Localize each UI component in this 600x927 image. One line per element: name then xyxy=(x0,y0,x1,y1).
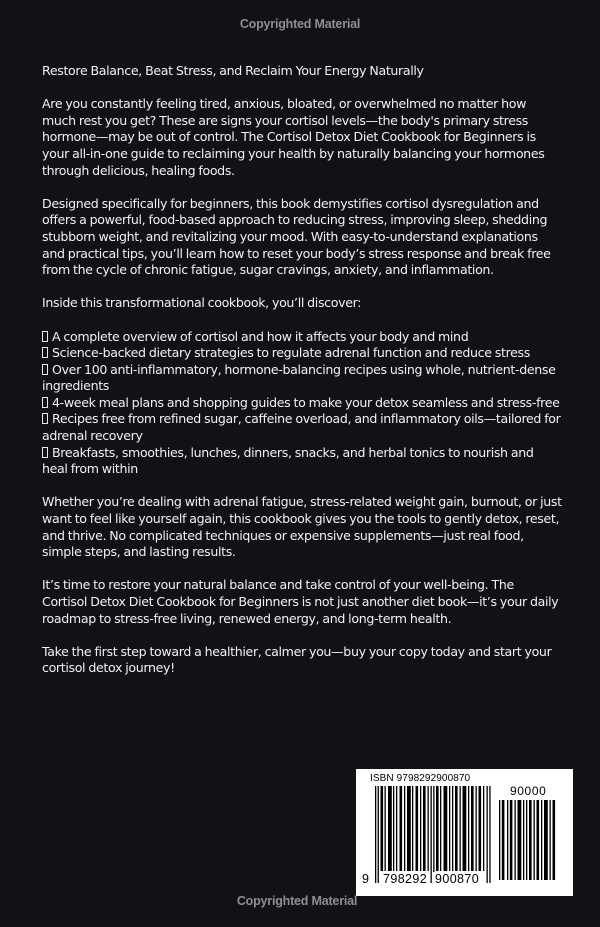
missing-glyph-icon xyxy=(42,397,48,408)
feature-item: A complete overview of cortisol and how it affects your body and mind xyxy=(42,329,562,346)
isbn-barcode xyxy=(356,769,573,896)
addon-barcode-bars-icon xyxy=(499,800,557,880)
missing-glyph-icon xyxy=(42,364,48,375)
missing-glyph-icon xyxy=(42,413,48,424)
intro-paragraph: Are you constantly feeling tired, anxious, bloated, or overwhelmed no matter how much rest you get? These are signs your cortisol levels—the body's primary stress hormone—may be out of control. The Cortisol Detox Diet Cookbook for Beginners is your all-in-one guide to reclaiming your health by naturally balancing your hormones through delicious, healing foods. xyxy=(42,96,545,178)
barcode-bars-icon xyxy=(375,786,491,883)
inside-heading: Inside this transformational cookbook, you’ll discover: xyxy=(42,295,362,311)
back-cover-description xyxy=(42,63,562,694)
feature-item: Breakfasts, smoothies, lunches, dinners, snacks, and herbal tonics to nourish and heal from within xyxy=(42,444,534,477)
call-to-action: Take the first step toward a healthier, calmer you—buy your copy today and start your cortisol detox journey! xyxy=(42,643,552,676)
feature-item: Science-backed dietary strategies to regulate adrenal function and reduce stress xyxy=(42,345,562,362)
time-paragraph: It’s time to restore your natural balance and take control of your well-being. The Cortisol Detox Diet Cookbook for Beginners is not just another diet book—it’s your daily roadmap to stress-free living, renewed energy, and long-term health. xyxy=(42,577,559,626)
feature-list xyxy=(42,329,562,478)
isbn-label: ISBN 9798292900870 xyxy=(370,773,471,784)
isbn-lead-digit: 9 xyxy=(362,872,369,886)
price-addon-code: 90000 xyxy=(510,784,547,798)
feature-item: Over 100 anti-inflammatory, hormone-balancing recipes using whole, nutrient-dense ingredients xyxy=(42,361,556,394)
missing-glyph-icon xyxy=(42,331,48,342)
isbn-right-digits: 900870 xyxy=(435,872,480,886)
copyright-watermark-bottom: Copyrighted Material xyxy=(236,894,358,908)
whether-paragraph: Whether you’re dealing with adrenal fatigue, stress-related weight gain, burnout, or just want to feel like yourself again, this cookbook gives you the tools to gently detox, reset, and thrive. No complicated techniques or expensive supplements—just real food, simple steps, and lasting results. xyxy=(42,494,562,560)
designed-paragraph: Designed specifically for beginners, this book demystifies cortisol dysregulation and offers a powerful, food-based approach to reducing stress, improving sleep, shedding stubborn weight, and revitalizing your mood. With easy-to-understand explanations and practical tips, you’ll learn how to reset your body’s stress response and break free from the cycle of chronic fatigue, sugar cravings, anxiety, and inflammation. xyxy=(42,195,551,278)
feature-item: Recipes free from refined sugar, caffeine overload, and inflammatory oils—tailored for adrenal recovery xyxy=(42,411,561,444)
copyright-watermark-top: Copyrighted Material xyxy=(239,17,361,31)
feature-item: 4-week meal plans and shopping guides to make your detox seamless and stress-free xyxy=(42,395,562,412)
missing-glyph-icon xyxy=(42,347,48,358)
headline: Restore Balance, Beat Stress, and Reclaim Your Energy Naturally xyxy=(42,63,424,78)
missing-glyph-icon xyxy=(42,447,48,458)
isbn-left-digits: 798292 xyxy=(383,872,428,886)
